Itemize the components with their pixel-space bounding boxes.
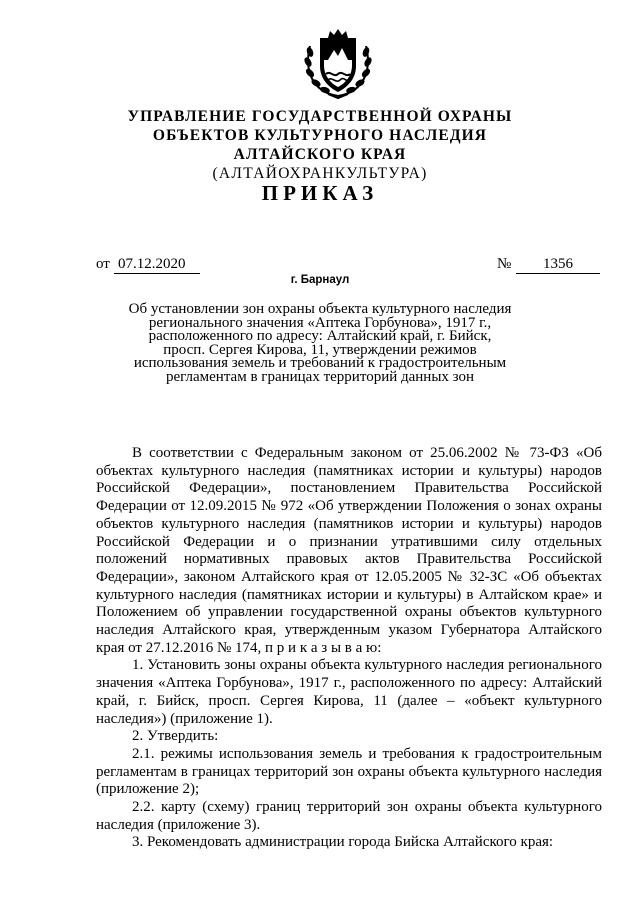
date-prefix: от	[96, 256, 110, 272]
org-line-2: ОБЪЕКТОВ КУЛЬТУРНОГО НАСЛЕДИЯ	[152, 127, 488, 144]
item-2-2-paragraph: 2.2. карту (схему) границ территорий зон охраны объекта культурного наследия (приложение 3).	[96, 799, 602, 833]
coat-of-arms-icon	[300, 28, 376, 100]
subject-line: использования земель и требований к градостроительным	[133, 355, 507, 372]
org-line-4: (АЛТАЙОХРАНКУЛЬТУРА)	[212, 165, 428, 182]
subject-line: просп. Сергея Кирова, 11, утверждении режимов	[163, 341, 477, 358]
subject-line: Об установлении зон охраны объекта культурного наследия	[128, 301, 512, 317]
organization-name	[0, 107, 640, 183]
city: г. Барнаул	[290, 274, 350, 286]
document-number: 1356	[516, 256, 600, 274]
document-title: ПРИКАЗ	[261, 181, 379, 205]
item-1-paragraph: 1. Установить зоны охраны объекта культурного наследия регионального значения «Аптека Горбунова», 1917 г., расположенного по адресу: Алтайский край, г. Бийск, просп. Сергея Кирова, 11 (далее – «объект культурного наследия») (приложение 1).	[96, 657, 602, 727]
subject-line: расположенного по адресу: Алтайский край, г. Бийск,	[148, 328, 492, 345]
preamble-paragraph: В соответствии с Федеральным законом от 25.06.2002 № 73-ФЗ «Об объектах культурного наследия (памятниках истории и культуры) народов Российской Федерации», постановлением Правительства Российской Федерации от 12.09.2015 № 972 «Об утверждении Положения о зонах охраны объектов культурного наследия (памятников истории и культуры) народов Российской Федерации и о признании утратившими силу отдельных положений нормативных правовых актов Правительства Российской Федерации», законом Алтайского края от 12.05.2005 № 32-ЗС «Об объектах культурного наследия (памятниках истории и культуры) в Алтайском крае» и Положением об управлении государственной охраны объектов культурного наследия Алтайского края, утвержденным указом Губернатора Алтайского края от 27.12.2016 № 174, п р и к а з ы в а ю:	[96, 445, 602, 656]
document-subject	[0, 303, 640, 385]
subject-line: регламентам в границах территорий данных зон	[165, 368, 475, 385]
number-prefix: №	[497, 256, 512, 272]
item-2-paragraph: 2. Утвердить:	[132, 728, 219, 745]
document-body	[96, 445, 602, 852]
org-line-1: УПРАВЛЕНИЕ ГОСУДАРСТВЕННОЙ ОХРАНЫ	[127, 108, 513, 125]
subject-line: регионального значения «Аптека Горбунова», 1917 г.,	[148, 314, 492, 331]
item-3-paragraph: 3. Рекомендовать администрации города Бийска Алтайского края:	[132, 834, 554, 851]
item-2-1-paragraph: 2.1. режимы использования земель и требования к градостроительным регламентам в границах территорий зон охраны объекта культурного наследия (приложение 2);	[96, 745, 602, 798]
org-line-3: АЛТАЙСКОГО КРАЯ	[233, 146, 407, 163]
document-date: 07.12.2020	[114, 256, 200, 274]
